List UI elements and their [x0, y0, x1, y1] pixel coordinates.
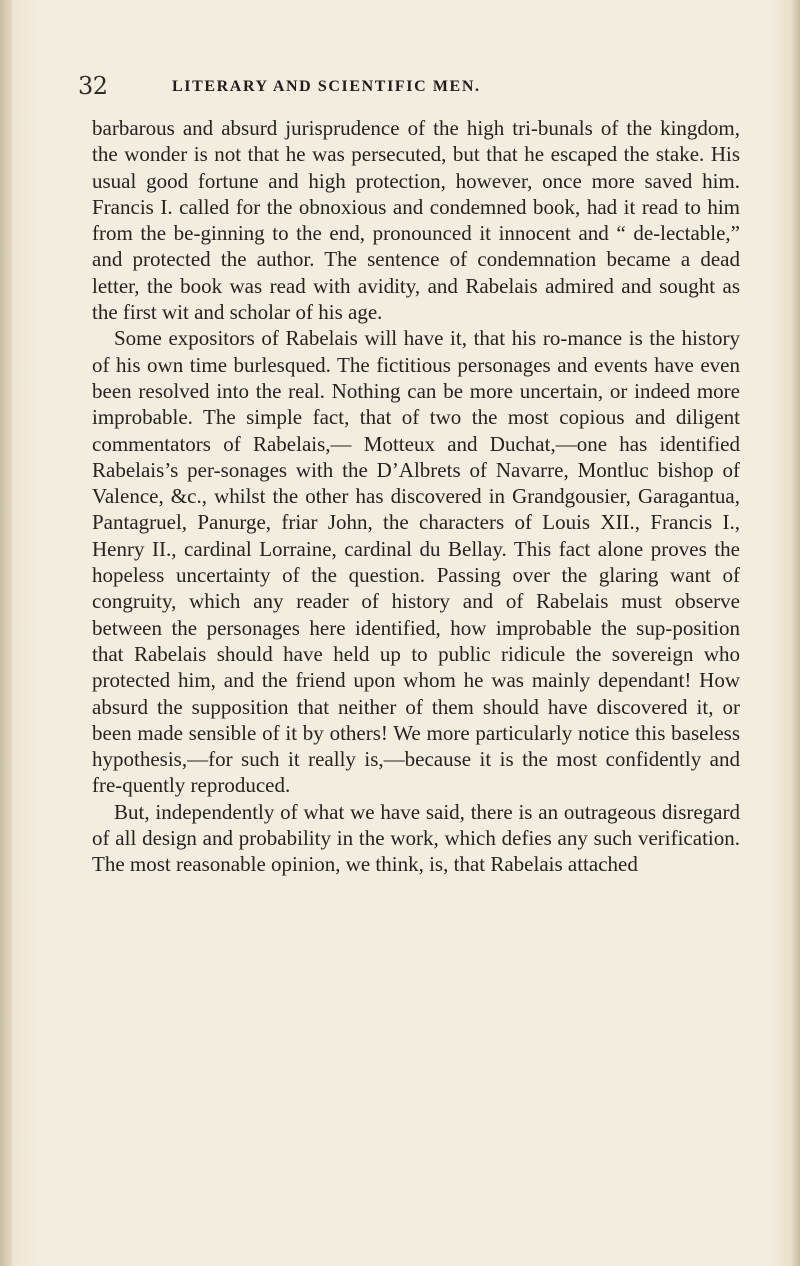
running-head: LITERARY AND SCIENTIFIC MEN.: [172, 78, 481, 95]
paragraph: Some expositors of Rabelais will have it, that his ro-mance is the history of his own time burlesqued. The fictitious personages and events have even been resolved into the real. Nothing can be more uncertain, or indeed more improbable. The simple fact, that of two the most copious and diligent commentators of Rabelais,— Motteux and Duchat,—one has identified Rabelais’s per-sonages with the D’Albrets of Navarre, Montluc bishop of Valence, &c., whilst the other has discovered in Grandgousier, Garagantua, Pantagruel, Panurge, friar John, the characters of Louis XII., Francis I., Henry II., cardinal Lorraine, cardinal du Bellay. This fact alone proves the hopeless uncertainty of the question. Passing over the glaring want of congruity, which any reader of history and of Rabelais must observe between the personages here identified, how improbable the sup-position that Rabelais should have held up to public ridicule the sovereign who protected him, and the friend upon whom he was mainly dependant! How absurd the supposition that neither of them should have discovered it, or been made sensible of it by others! We more particularly notice this baseless hypothesis,—for such it really is,—because it is the most confidently and fre-quently reproduced.: [92, 326, 740, 798]
body-text: [92, 115, 740, 878]
paragraph: barbarous and absurd jurisprudence of the high tri-bunals of the kingdom, the wonder is not that he was persecuted, but that he escaped the stake. His usual good fortune and high protection, however, once more saved him. Francis I. called for the obnoxious and condemned book, had it read to him from the be-ginning to the end, pronounced it innocent and “ de-lectable,” and protected the author. The sentence of condemnation became a dead letter, the book was read with avidity, and Rabelais admired and sought as the first wit and scholar of his age.: [92, 116, 740, 325]
paragraph: But, independently of what we have said, there is an outrageous disregard of all design and probability in the work, which defies any such verification. The most reasonable opinion, we think, is, that Rabelais attached: [92, 799, 740, 877]
page-outer-edge: [790, 0, 800, 1266]
page-binding-edge: [0, 0, 12, 1266]
page-header: [78, 72, 738, 102]
page-number: 32: [78, 72, 108, 100]
